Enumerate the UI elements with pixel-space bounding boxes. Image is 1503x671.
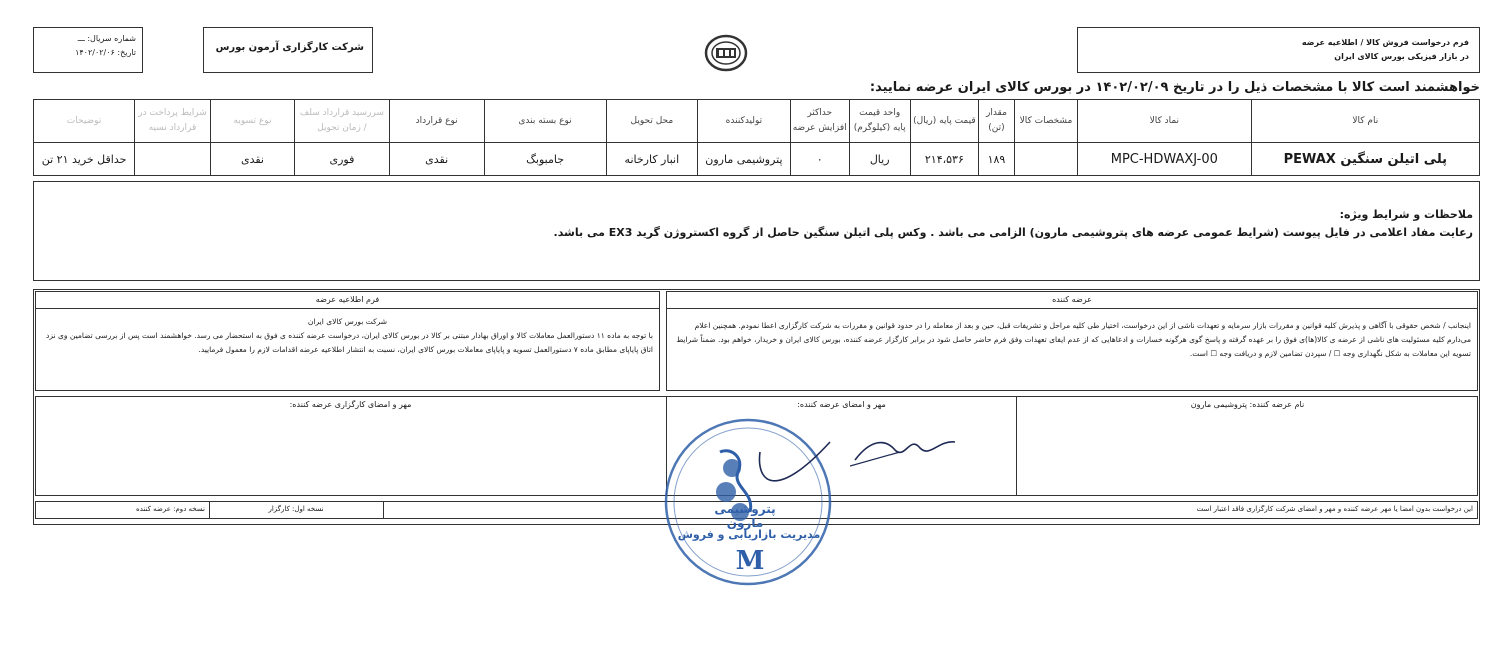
cell-quantity: ۱۸۹ bbox=[979, 143, 1015, 176]
notes-box bbox=[33, 181, 1480, 281]
form-title-line1: فرم درخواست فروش کالا / اطلاعیه عرضه bbox=[1301, 38, 1469, 47]
notice-text: با توجه به ماده ۱۱ دستورالعمل معاملات کالا و اوراق بهادار مبتنی بر کالا در بورس کالای ایران، درخواست عرضه کننده ی فوق به استحضار می رسد. خواهشمند است پس از بررسی تضامین وی نزد اتاق پایاپای مطابق ماده ۷ دستورالعمل تسویه و پایاپای معاملات بورس کالای ایران، نسبت به انتشار اطلاعیه عرضه اقدامات لازم را معمول فرمایید. bbox=[46, 331, 653, 354]
cell-specs bbox=[1014, 143, 1077, 176]
serial-number: شماره سریال: ـــ bbox=[77, 34, 136, 43]
stamp-letter: M bbox=[735, 546, 765, 576]
handwritten-signature bbox=[850, 430, 960, 470]
cell-description: حداقل خرید ۲۱ تن bbox=[34, 143, 135, 176]
broker-box bbox=[203, 27, 373, 73]
cell-item-name: پلی اتیلن سنگین PEWAX bbox=[1251, 143, 1479, 176]
col-header-max-increase: حداکثر افزایش عرضه bbox=[790, 100, 849, 143]
cell-contract-type: نقدی bbox=[389, 143, 484, 176]
col-header-quantity: مقدار (تن) bbox=[979, 100, 1015, 143]
footer-note: این درخواست بدون امضا یا مهر عرضه کننده و مهر و امضای شرکت کارگزاری فاقد اعتبار است bbox=[1196, 505, 1473, 513]
signature-divider-1 bbox=[1016, 396, 1017, 496]
request-sentence: خواهشمند است کالا با مشخصات ذیل را در تاریخ ۱۴۰۲/۰۲/۰۹ در بورس کالای ایران عرضه نمایید: bbox=[869, 80, 1480, 95]
col-header-specs: مشخصات کالا bbox=[1014, 100, 1077, 143]
col-header-packaging: نوع بسته بندی bbox=[484, 100, 606, 143]
col-header-contract-due: سررسید قرارداد سلف / زمان تحویل bbox=[295, 100, 390, 143]
col-header-description: توضیحات bbox=[34, 100, 135, 143]
cell-contract-due: فوری bbox=[295, 143, 390, 176]
cell-payment-terms bbox=[135, 143, 211, 176]
supplier-name-label: نام عرضه کننده: پتروشیمی مارون bbox=[1190, 400, 1305, 409]
form-title-line2: در بازار فیزیکی بورس کالای ایران bbox=[1334, 52, 1469, 61]
notes-text: رعایت مفاد اعلامی در فایل پیوست (شرایط عمومی عرضه های پتروشیمی مارون) الزامی می باشد . وکس پلی اتیلن سنگین حاصل از گروه اکستروژن گرید EX3 می باشد. bbox=[553, 226, 1473, 239]
cell-settlement-type: نقدی bbox=[210, 143, 294, 176]
col-header-settlement-type: نوع تسویه bbox=[210, 100, 294, 143]
cell-item-symbol: MPC-HDWAXJ-00 bbox=[1078, 143, 1252, 176]
table-row bbox=[34, 143, 1480, 176]
col-header-contract-type: نوع قرارداد bbox=[389, 100, 484, 143]
cell-max-increase: ۰ bbox=[790, 143, 849, 176]
supplier-text: اینجانب / شخص حقوقی با آگاهی و پذیرش کلیه قوانین و مقررات بازار سرمایه و تعهدات ناشی از این درخواست، اختیار طی کلیه مراحل و تشریفات قبل، حین و بعد از معامله را در حدود قوانین و مقررات به شرکت کارگزاری اعطا نمودم. همچنین اعلام می‌دارم کلیه مسئولیت های ناشی از عرضه ی کالا(ها)ی فوق را بر عهده گرفته و پاسخ گوی هرگونه خسارات و ادعاهایی که از عدم ایفای تعهدات وفق فرم حاضر حاصل شود در برابر کارگزار عرضه کننده، بورس کالای ایران و خریدار، خواهم بود. ضمناً شرایط تسویه این معاملات به شکل نگهداری وجه ☐ / سپردن تضامین لازم و دریافت وجه ☐ است. bbox=[676, 321, 1471, 358]
notes-title: ملاحظات و شرایط ویژه: bbox=[1339, 208, 1473, 221]
cell-base-price: ۲۱۴،۵۳۶ bbox=[910, 143, 978, 176]
col-header-price-unit: واحد قیمت پایه (کیلوگرم) bbox=[849, 100, 910, 143]
supplier-seal-label: مهر و امضای عرضه کننده: bbox=[797, 400, 886, 409]
footer-copy1: نسخه اول: کارگزار bbox=[268, 505, 324, 513]
cell-producer: پتروشیمی مارون bbox=[698, 143, 791, 176]
supplier-title: عرضه کننده bbox=[667, 292, 1477, 309]
stamp-text-1: پتروشیمی مارون bbox=[714, 502, 776, 530]
cell-delivery-place: انبار کارخانه bbox=[606, 143, 698, 176]
col-header-base-price: قیمت پایه (ریال) bbox=[910, 100, 978, 143]
col-header-delivery-place: محل تحویل bbox=[606, 100, 698, 143]
items-table bbox=[33, 99, 1480, 176]
form-title-box bbox=[1077, 27, 1480, 73]
stamp-text-2: مدیریت بازاریابی و فروش bbox=[677, 528, 821, 541]
notice-org: شرکت بورس کالای ایران bbox=[307, 317, 388, 326]
broker-seal-label: مهر و امضای کارگزاری عرضه کننده: bbox=[289, 400, 412, 409]
footer-copy2: نسخه دوم: عرضه کننده bbox=[136, 505, 205, 513]
notice-box bbox=[35, 291, 660, 391]
col-header-item-symbol: نماد کالا bbox=[1078, 100, 1252, 143]
col-header-item-name: نام کالا bbox=[1251, 100, 1479, 143]
table-header-row bbox=[34, 100, 1480, 143]
date: تاریخ: ۱۴۰۲/۰۲/۰۶ bbox=[75, 48, 136, 57]
cell-price-unit: ریال bbox=[849, 143, 910, 176]
col-header-payment-terms: شرایط پرداخت در قرارداد نسیه bbox=[135, 100, 211, 143]
company-stamp bbox=[660, 412, 840, 592]
serial-date-box bbox=[33, 27, 143, 73]
broker-name: شرکت کارگزاری آرمون بورس bbox=[215, 42, 364, 53]
exchange-logo bbox=[702, 33, 750, 73]
notice-title: فرم اطلاعیه عرضه bbox=[36, 292, 659, 309]
cell-packaging: جامبوبگ bbox=[484, 143, 606, 176]
col-header-producer: تولیدکننده bbox=[698, 100, 791, 143]
supplier-box bbox=[666, 291, 1478, 391]
